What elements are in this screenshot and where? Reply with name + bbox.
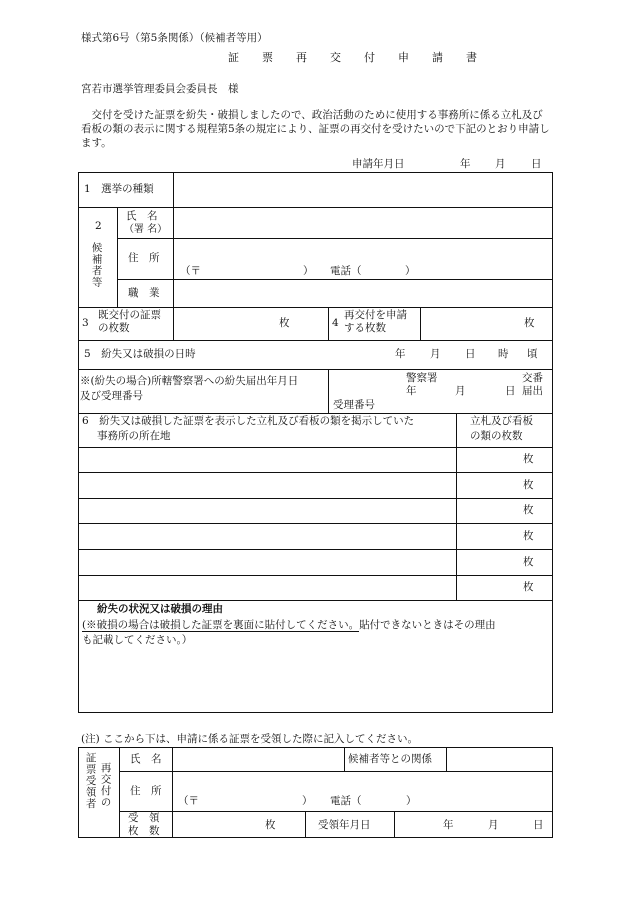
issued-count-label-1: 既交付の証票 bbox=[98, 309, 161, 321]
election-type-field[interactable] bbox=[176, 176, 550, 205]
police-year-label: 年 bbox=[406, 385, 417, 397]
loss-day-label: 日 bbox=[465, 348, 476, 360]
received-date-label: 受領年月日 bbox=[318, 819, 371, 831]
reason-heading: 紛失の状況又は破損の理由 bbox=[97, 603, 223, 615]
loss-month-label: 月 bbox=[430, 348, 441, 360]
recipient-address-label: 住 所 bbox=[130, 785, 162, 797]
office-location-label-1: 6 紛失又は破損した証票を表示した立札及び看板の類を掲示していた bbox=[82, 415, 415, 427]
reissue-count-label-2: する枚数 bbox=[344, 322, 386, 334]
relation-field[interactable] bbox=[449, 750, 550, 769]
relation-label: 候補者等との関係 bbox=[348, 753, 432, 765]
reason-note-line-1 bbox=[82, 619, 496, 632]
reason-note-rest: 貼付できないときはその理由 bbox=[359, 619, 496, 631]
loss-year-label: 年 bbox=[395, 348, 406, 360]
received-year-label: 年 bbox=[443, 819, 454, 831]
reissue-count-field[interactable] bbox=[423, 310, 521, 338]
received-day-label: 日 bbox=[533, 819, 544, 831]
recipient-postal-suffix: ） bbox=[302, 795, 313, 807]
candidate-phone-label: 電話（ bbox=[330, 265, 362, 277]
candidate-label: 候補者等 bbox=[90, 242, 103, 288]
recipient-postal-prefix: （〒 bbox=[178, 795, 199, 807]
office-address-field-4[interactable] bbox=[80, 525, 454, 547]
candidate-occupation-field[interactable] bbox=[176, 282, 550, 305]
reissue-count-unit: 枚 bbox=[524, 317, 535, 329]
form-number: 様式第6号（第5条関係）（候補者等用） bbox=[81, 32, 268, 44]
office-location-label-2: 事務所の所在地 bbox=[97, 430, 171, 442]
recipient-name-field[interactable] bbox=[175, 750, 342, 769]
signboard-count-label-1: 立札及び看板 bbox=[470, 415, 533, 427]
office-address-field-1[interactable] bbox=[80, 449, 454, 470]
loss-hour-label: 時 bbox=[498, 348, 509, 360]
loss-about-label: 頃 bbox=[527, 348, 538, 360]
reason-note-underlined: (※破損の場合は破損した証票を裏面に貼付してください。 bbox=[82, 619, 360, 631]
police-day-label: 日 bbox=[505, 385, 516, 397]
received-month-label: 月 bbox=[488, 819, 499, 831]
received-count-unit: 枚 bbox=[265, 819, 276, 831]
office-address-field-3[interactable] bbox=[80, 500, 454, 521]
body-text: 交付を受けた証票を紛失・破損しましたので、政治活動のために使用する事務所に係る立札及び看板の類の表示に関する規程第5条の規定により、証票の再交付を受けたいので下記のとおり申請します。 bbox=[81, 109, 550, 150]
candidate-name-field[interactable] bbox=[176, 210, 550, 236]
receipt-number-label: 受理番号 bbox=[333, 399, 375, 411]
election-type-label: 1 選挙の種類 bbox=[84, 183, 154, 195]
received-count-label-2: 枚 数 bbox=[128, 825, 160, 837]
recipient-name-label: 氏 名 bbox=[130, 753, 162, 765]
application-day-label: 日 bbox=[531, 158, 542, 170]
signboard-count-label-2: の類の枚数 bbox=[470, 430, 523, 442]
candidate-address-field[interactable] bbox=[176, 241, 550, 277]
issued-count-label-2: の枚数 bbox=[98, 322, 130, 334]
reason-note-line-2: も記載してください。） bbox=[82, 634, 193, 646]
reissue-count-label-1: 再交付を申請 bbox=[344, 309, 407, 321]
police-month-label: 月 bbox=[455, 385, 466, 397]
police-report-label-2: 及び受理番号 bbox=[80, 390, 143, 402]
recipient-label-col2: 証票受領者 bbox=[84, 752, 97, 810]
office-address-field-2[interactable] bbox=[80, 474, 454, 496]
candidate-postal-suffix: ） bbox=[303, 265, 314, 277]
office-count-unit-2: 枚 bbox=[523, 479, 534, 491]
candidate-phone-suffix: ） bbox=[405, 265, 416, 277]
issued-count-field[interactable] bbox=[176, 310, 276, 338]
recipient-phone-label: 電話（ bbox=[330, 795, 362, 807]
issued-count-number: 3 bbox=[82, 317, 89, 329]
koban-label: 交番 bbox=[522, 372, 543, 384]
office-count-unit-4: 枚 bbox=[523, 530, 534, 542]
office-count-unit-3: 枚 bbox=[523, 504, 534, 516]
reason-field[interactable] bbox=[82, 652, 550, 710]
candidate-postal-prefix: （〒 bbox=[180, 265, 201, 277]
candidate-occupation-label: 職 業 bbox=[128, 287, 160, 299]
signature-note: （署 名） bbox=[124, 224, 168, 235]
application-date-label: 申請年月日 bbox=[352, 158, 405, 170]
application-year-label: 年 bbox=[460, 158, 471, 170]
candidate-name-label: 氏 名 bbox=[126, 210, 158, 222]
receipt-note: (注) ここから下は、申請に係る証票を受領した際に記入してください。 bbox=[81, 733, 419, 745]
candidate-address-label: 住 所 bbox=[128, 252, 160, 264]
office-count-unit-1: 枚 bbox=[523, 453, 534, 465]
addressee: 宮若市選挙管理委員会委員長 様 bbox=[81, 83, 239, 95]
office-count-unit-5: 枚 bbox=[523, 556, 534, 568]
received-count-field[interactable] bbox=[175, 814, 263, 836]
office-address-field-6[interactable] bbox=[80, 577, 454, 598]
section-2-number: 2 bbox=[95, 220, 102, 232]
application-month-label: 月 bbox=[495, 158, 506, 170]
issued-count-unit: 枚 bbox=[279, 317, 290, 329]
report-submitted-label: 届出 bbox=[522, 385, 543, 397]
page-title: 証票再交付申請書 bbox=[228, 51, 500, 64]
office-count-unit-6: 枚 bbox=[523, 581, 534, 593]
received-count-label-1: 受 領 bbox=[128, 812, 160, 824]
reissue-count-number: 4 bbox=[332, 317, 339, 329]
loss-datetime-label: 5 紛失又は破損の日時 bbox=[84, 348, 196, 360]
police-report-label-1: ※(紛失の場合)所轄警察署への紛失届出年月日 bbox=[80, 375, 299, 387]
police-station-label: 警察署 bbox=[406, 372, 438, 384]
recipient-address-field[interactable] bbox=[175, 774, 550, 809]
office-address-field-5[interactable] bbox=[80, 551, 454, 573]
recipient-label-col1: 再交付の bbox=[99, 762, 112, 808]
recipient-phone-suffix: ） bbox=[406, 795, 417, 807]
